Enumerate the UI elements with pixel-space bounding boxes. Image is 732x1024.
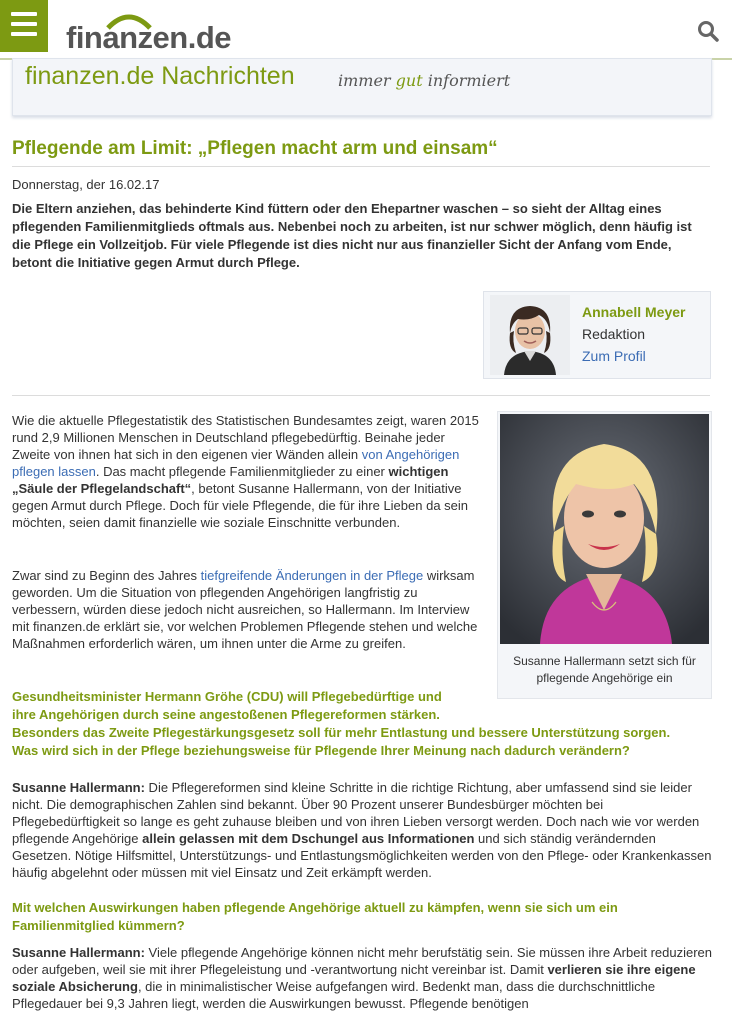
interview-question: Mit welchen Auswirkungen haben pflegende Angehörige aktuell zu kämpfen, wenn sie sich um ein Familienmitglied kümmern? [12, 900, 618, 933]
article-paragraph [12, 567, 482, 652]
top-bar [0, 0, 732, 60]
author-name[interactable]: Annabell Meyer [582, 304, 686, 320]
hamburger-line [11, 32, 37, 36]
inline-link[interactable]: tiefgreifende Änderungen in der Pflege [200, 568, 424, 583]
paragraph-text: wirksam geworden. Um die Situation von pflegenden Angehörigen langfristig zu verbessern, würden diese jedoch nicht ausreichen, so Hallermann. Im Interview mit finanzen.de erklärt sie, vor welchen Problemen Pflegende stehen und welche Maßnahmen erforderlich wären, um ihnen unter die Arme zu greifen. [12, 568, 478, 651]
article-lead: Die Eltern anziehen, das behinderte Kind füttern oder den Ehepartner waschen – so sieht der Alltag eines pflegenden Familienmitglieds oftmals aus. Nebenbei noch zu arbeiten, ist nur schwer möglich, denn häufig ist die Pflege ein Vollzeitjob. Für viele Pflegende ist dies nicht nur aus finanzieller Sicht der Anfang vom Ende, betont die Initiative gegen Armut durch Pflege. [12, 201, 692, 270]
tagline-part-highlight: gut [395, 71, 423, 90]
interview-question [12, 688, 722, 760]
divider [12, 395, 710, 396]
author-role: Redaktion [582, 326, 646, 342]
portrait-image [500, 414, 709, 644]
answer-text: und sich ständig verändernden Gesetzen. Nötige Hilfsmittel, Unterstützungs- und Entlastungsmöglichkeiten werden von den Pflege- oder Krankenkassen häufig abgelehnt oder müssen mit viel Einsatz und Zeit erkämpft werden. [12, 831, 712, 880]
answer-bold-text: verlieren sie ihre eigene soziale Absicherung [12, 962, 696, 994]
paragraph-text: Wie die aktuelle Pflegestatistik des Statistischen Bundesamtes zeigt, waren 2015 rund 2,9 Millionen Menschen in Deutschland pflegebedürftig. Beinahe jeder Zweite von ihnen hat sich in den eigenen vier Wänden allein [12, 413, 479, 462]
article-paragraph [12, 412, 482, 531]
hamburger-line [11, 22, 37, 26]
hamburger-menu-icon [11, 12, 37, 16]
article-figure [497, 411, 712, 699]
article-date: Donnerstag, der 16.02.17 [12, 177, 160, 192]
paragraph-text: , betont Susanne Hallermann, von der Initiative gegen Armut durch Pflege. Doch für viele Pflegende, die für ihre Lieben da sein möchten, seien damit finanzielle wie soziale Einschnitte verbunden. [12, 481, 469, 530]
portrait-photo[interactable] [500, 414, 709, 644]
tagline-part: immer [338, 71, 391, 90]
paragraph-bold-text: wichtigen „Säule der Pflegelandschaft“ [12, 464, 449, 496]
interview-answer [12, 779, 712, 881]
answer-text: Viele pflegende Angehörige können nicht mehr berufstätig sein. Sie müssen ihre Arbeit reduzieren oder aufgeben, weil sie mit ihrer Pflegeleistung und -verantwortung nicht vereinbar ist. Damit [12, 945, 712, 977]
search-icon[interactable] [697, 20, 719, 42]
answer-bold-text: allein gelassen mit dem Dschungel aus Informationen [142, 831, 475, 846]
article-title: Pflegende am Limit: „Pflegen macht arm und einsam“ [12, 138, 498, 159]
paragraph-text: Zwar sind zu Beginn des Jahres [12, 568, 201, 583]
banner-tagline [338, 71, 510, 90]
question-line: ihre Angehörigen durch seine angestoßenen Pflegereformen stärken. [12, 707, 440, 722]
paragraph-text: . Das macht pflegende Familienmitglieder zu einer [95, 464, 389, 479]
news-banner[interactable] [12, 58, 712, 116]
divider [12, 166, 710, 167]
author-profile-link[interactable]: Zum Profil [582, 348, 646, 364]
tagline-part: informiert [427, 71, 511, 90]
answer-text: Die Pflegereformen sind kleine Schritte in die richtige Richtung, aber umfassend sind sie leider nicht. Die demographischen Zahlen sind bekannt. Über 90 Prozent unserer Bundesbürger möchten bei Pflegebedürftigkeit so lange es geht zuhause bleiben und von ihren Lieben versorgt werden. Doch nach wie vor werden pflegende Angehörige [12, 780, 700, 846]
hamburger-menu-button[interactable] [0, 0, 48, 52]
photo-caption: Susanne Hallermann setzt sich für pflegende Angehörige ein [513, 654, 696, 685]
answer-text: , die in minimalistischer Weise aufgefangen wird. Bedenkt man, dass die durchschnittliche Pflegedauer bei 9,3 Jahren liegt, werden die Auswirkungen bewusst. Pflegende benötigen [12, 979, 656, 1011]
answer-speaker: Susanne Hallermann: [12, 945, 145, 960]
inline-link[interactable]: von Angehörigen pflegen lassen [12, 447, 460, 479]
question-line: Was wird sich in der Pflege beziehungsweise für Pflegende Ihrer Meinung nach dadurch verändern? [12, 743, 630, 758]
answer-speaker: Susanne Hallermann: [12, 780, 145, 795]
banner-title: finanzen.de Nachrichten [25, 62, 295, 90]
site-logo[interactable]: finanzen.de [66, 20, 232, 55]
question-line: Gesundheitsminister Hermann Gröhe (CDU) will Pflegebedürftige und [12, 689, 442, 704]
author-photo-image [490, 295, 570, 375]
author-card [483, 291, 711, 379]
author-avatar [490, 295, 570, 375]
interview-answer [12, 944, 712, 1012]
question-line: Besonders das Zweite Pflegestärkungsgesetz soll für mehr Entlastung und bessere Unterstützung sorgen. [12, 725, 671, 740]
